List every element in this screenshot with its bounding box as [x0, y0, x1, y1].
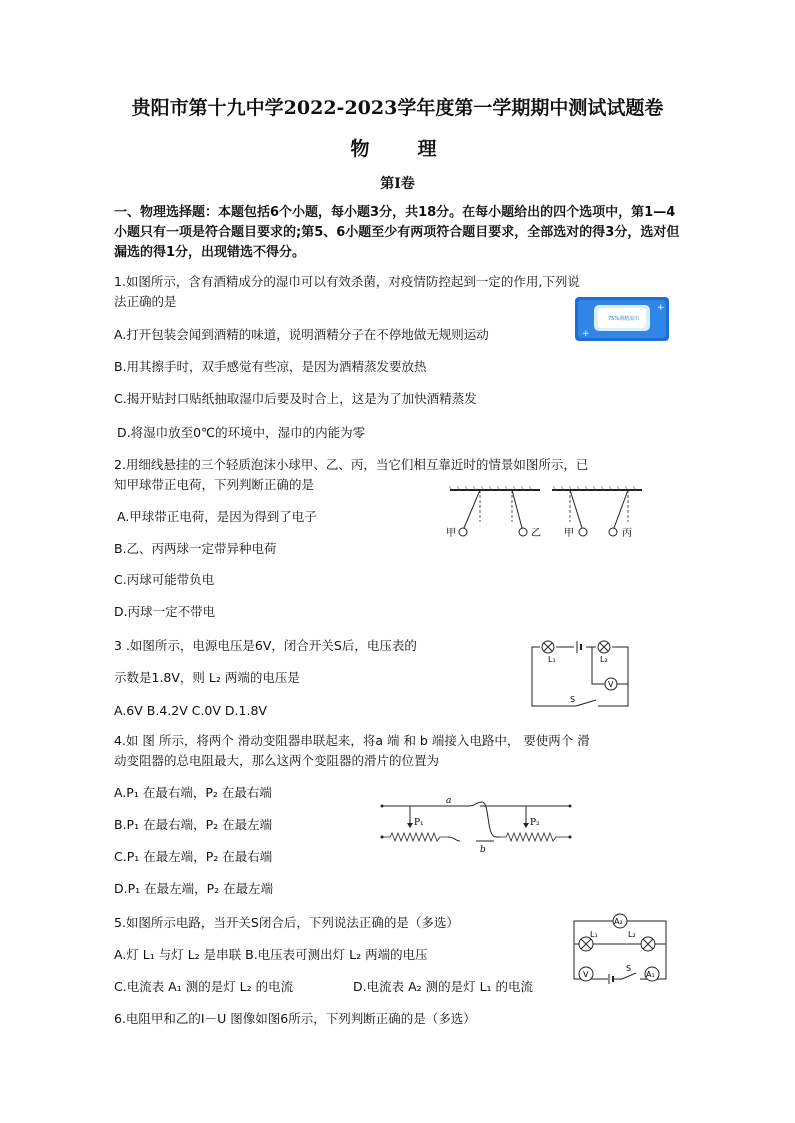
- q4-option-d: D.P₁ 在最左端，P₂ 在最左端: [114, 881, 274, 896]
- q1-stem-line2: 法正确的是: [114, 294, 177, 309]
- label-jia-right: 甲: [564, 528, 574, 539]
- subject-title: 物理: [350, 138, 485, 160]
- q5-label-l1: L₁: [590, 930, 598, 939]
- svg-text:+: +: [582, 329, 590, 339]
- q5-option-d: D.电流表 A₂ 测的是灯 L₁ 的电流: [353, 979, 534, 994]
- q3-stem-line2: 示数是1.8V，则 L₂ 两端的电压是: [114, 670, 300, 685]
- q5-label-l2: L₂: [628, 930, 636, 939]
- q1-stem-line1: 1.如图所示，含有酒精成分的湿巾可以有效杀菌，对疫情防控起到一定的作用,下列说: [114, 274, 580, 289]
- q5-options-ab: A.灯 L₁ 与灯 L₂ 是串联 B.电压表可测出灯 L₂ 两端的电压: [114, 947, 428, 962]
- q5-label-v: V: [583, 970, 589, 979]
- q5-circuit-diagram: [568, 912, 672, 986]
- part-label: 第Ⅰ卷: [380, 176, 415, 192]
- q4-label-p1: P₁: [414, 818, 424, 828]
- q3-label-s: S: [570, 695, 576, 704]
- q5-stem: 5.如图所示电路，当开关S闭合后，下列说法正确的是（多选）: [114, 915, 459, 930]
- q2-stem-line2: 知甲球带正电荷，下列判断正确的是: [114, 477, 315, 492]
- q5-label-a2: A₂: [614, 917, 623, 926]
- q1-option-d: D.将湿巾放至0℃的环境中，湿巾的内能为零: [117, 425, 366, 440]
- q1-option-c: C.揭开贴封口贴纸抽取湿巾后要及时合上，这是为了加快酒精蒸发: [114, 391, 477, 406]
- q2-option-d: D.丙球一定不带电: [114, 604, 216, 619]
- q4-label-b: b: [480, 845, 486, 855]
- exam-title: 贵阳市第十九中学2022-2023学年度第一学期期中测试试题卷: [131, 97, 664, 119]
- q3-label-l1: L₁: [548, 655, 556, 664]
- label-yi: 乙: [531, 528, 541, 539]
- q1-option-b: B.用其擦手时，双手感觉有些凉，是因为酒精蒸发要放热: [114, 359, 427, 374]
- q4-label-a: a: [446, 797, 452, 806]
- q5-label-a1: A₁: [646, 970, 655, 979]
- q3-label-v: V: [608, 680, 614, 689]
- q6-stem: 6.电阻甲和乙的I－U 图像如图6所示，下列判断正确的是（多选）: [114, 1011, 476, 1026]
- q5-option-c: C.电流表 A₁ 测的是灯 L₂ 的电流: [114, 979, 294, 994]
- q2-stem-line1: 2.用细线悬挂的三个轻质泡沫小球甲、乙、丙，当它们相互靠近时的情景如图所示，已: [114, 457, 589, 472]
- q4-label-p2: P₂: [530, 818, 540, 828]
- label-jia-left: 甲: [446, 528, 456, 539]
- label-bing: 丙: [622, 528, 632, 539]
- q2-option-a: A.甲球带正电荷，是因为得到了电子: [117, 509, 317, 524]
- q4-option-b: B.P₁ 在最右端，P₂ 在最左端: [114, 817, 273, 832]
- q3-options: A.6V B.4.2V C.0V D.1.8V: [114, 703, 267, 718]
- section-instructions: 一、物理选择题：本题包括6个小题，每小题3分，共18分。在每小题给出的四个选项中，第1—4小题只有一项是符合题目要求的;第5、6小题至少有两项符合题目要求，全部选对的得3分，选对但漏选的得1分，出现错选不得分。: [114, 205, 680, 260]
- q4-option-a: A.P₁ 在最右端，P₂ 在最右端: [114, 785, 272, 800]
- q3-circuit-diagram: [526, 636, 642, 712]
- q4-rheostats-diagram: [376, 797, 576, 855]
- q2-pith-balls-diagram: [440, 484, 650, 548]
- q4-stem-line2: 动变阻器的总电阻最大，那么这两个变阻器的滑片的位置为: [114, 753, 440, 768]
- q2-option-c: C.丙球可能带负电: [114, 572, 215, 587]
- q3-label-l2: L₂: [600, 655, 608, 664]
- svg-text:+: +: [657, 303, 665, 313]
- q2-option-b: B.乙、丙两球一定带异种电荷: [114, 541, 277, 556]
- q4-stem-line1: 4.如 图 所示，将两个 滑动变阻器串联起来，将a 端 和 b 端接入电路中， 要使两个 滑: [114, 733, 590, 748]
- q1-option-a: A.打开包装会闻到酒精的味道，说明酒精分子在不停地做无规则运动: [114, 327, 489, 342]
- q3-stem-line1: 3 .如图所示，电源电压是6V，闭合开关S后，电压表的: [114, 638, 417, 653]
- q4-option-c: C.P₁ 在最左端，P₂ 在最右端: [114, 849, 273, 864]
- wet-wipes-package-image: [574, 296, 670, 342]
- package-text: 75%酒精湿巾: [608, 316, 640, 322]
- q5-label-s: S: [626, 964, 632, 973]
